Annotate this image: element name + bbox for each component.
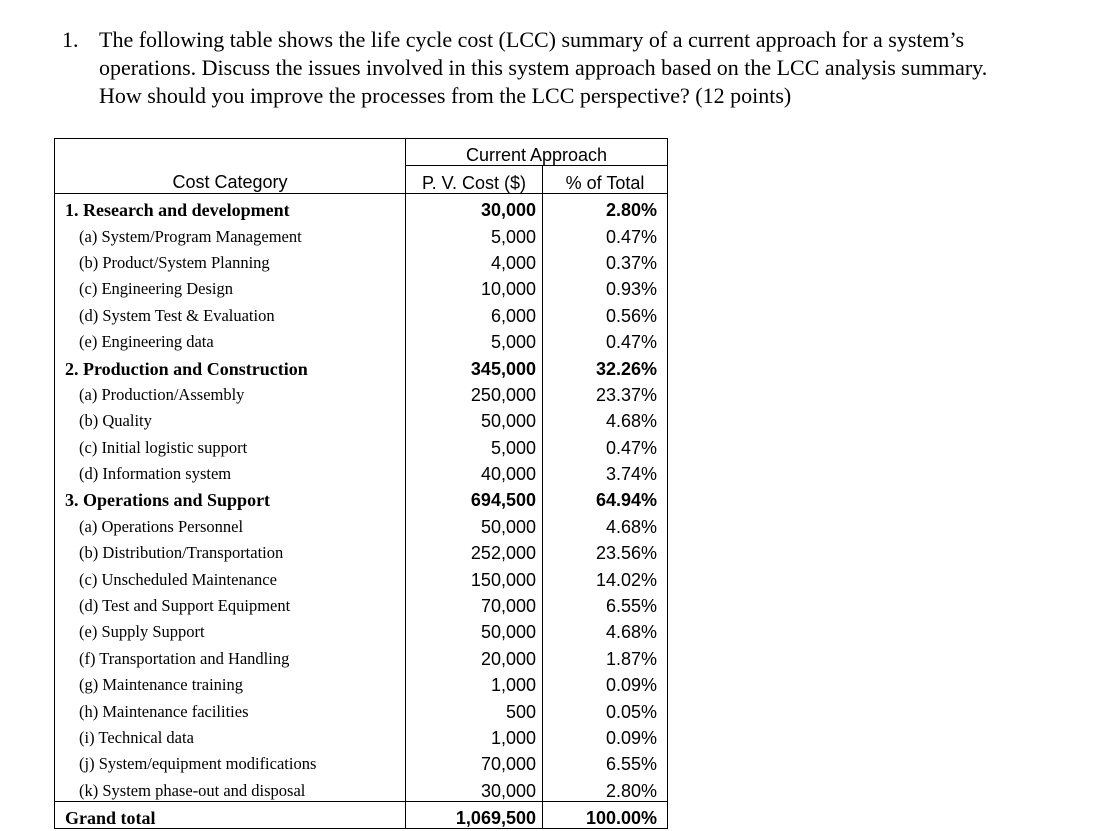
question-line: The following table shows the life cycle cost (LCC) summary of a current approach for a system’s: [99, 27, 965, 52]
pct-total-cell: 100.00%: [543, 801, 668, 828]
cost-category-cell: (b) Quality: [55, 405, 406, 431]
cost-category-cell: (c) Unscheduled Maintenance: [55, 563, 406, 589]
cost-category-cell: 2. Production and Construction: [55, 352, 406, 378]
question-line: How should you improve the processes from the LCC perspective? (12 points): [99, 83, 792, 108]
pct-total-cell: 23.56%: [543, 537, 668, 563]
cost-category-cell: (e) Supply Support: [55, 616, 406, 642]
pv-cost-cell: 30,000: [406, 774, 543, 801]
table-group-row: [55, 193, 668, 220]
pv-cost-cell: 50,000: [406, 405, 543, 431]
table-row: [55, 458, 668, 484]
pv-cost-cell: 5,000: [406, 220, 543, 246]
cost-category-cell: (a) System/Program Management: [55, 220, 406, 246]
cost-category-cell: (a) Production/Assembly: [55, 379, 406, 405]
question-line: operations. Discuss the issues involved in this system approach based on the LCC analysis summary.: [99, 55, 988, 80]
table-row: [55, 590, 668, 616]
pct-total-cell: 14.02%: [543, 563, 668, 589]
cost-category-cell: (c) Initial logistic support: [55, 431, 406, 457]
pv-cost-cell: 50,000: [406, 616, 543, 642]
table-row: [55, 537, 668, 563]
pv-cost-cell: 5,000: [406, 326, 543, 352]
cost-category-cell: (k) System phase-out and disposal: [55, 774, 406, 801]
table-row: [55, 563, 668, 589]
cost-category-cell: (j) System/equipment modifications: [55, 748, 406, 774]
cost-category-cell: (d) Test and Support Equipment: [55, 590, 406, 616]
pv-cost-cell: 50,000: [406, 510, 543, 536]
pct-total-cell: 0.47%: [543, 431, 668, 457]
pct-total-cell: 1.87%: [543, 642, 668, 668]
table-row: [55, 220, 668, 246]
pv-cost-cell: 40,000: [406, 458, 543, 484]
table-row: [55, 273, 668, 299]
pct-total-cell: 0.05%: [543, 695, 668, 721]
cost-category-cell: (f) Transportation and Handling: [55, 642, 406, 668]
table-row: [55, 722, 668, 748]
pct-total-cell: 6.55%: [543, 748, 668, 774]
cost-category-cell: (h) Maintenance facilities: [55, 695, 406, 721]
pct-total-cell: 0.09%: [543, 722, 668, 748]
pv-cost-cell: 345,000: [406, 352, 543, 378]
pv-cost-cell: 6,000: [406, 299, 543, 325]
table-row: [55, 510, 668, 536]
table-row: [55, 379, 668, 405]
pct-total-cell: 64.94%: [543, 484, 668, 510]
table-row: [55, 616, 668, 642]
pct-total-cell: 0.37%: [543, 247, 668, 273]
cost-category-cell: (c) Engineering Design: [55, 273, 406, 299]
table-row: [55, 431, 668, 457]
pct-total-cell: 32.26%: [543, 352, 668, 378]
cost-category-cell: (e) Engineering data: [55, 326, 406, 352]
cost-category-cell: (i) Technical data: [55, 722, 406, 748]
pct-total-cell: 2.80%: [543, 193, 668, 220]
lcc-summary-table: [54, 138, 668, 829]
cost-category-cell: (b) Distribution/Transportation: [55, 537, 406, 563]
cost-category-cell: (b) Product/System Planning: [55, 247, 406, 273]
pct-total-cell: 0.09%: [543, 669, 668, 695]
pct-total-cell: 4.68%: [543, 510, 668, 536]
header-cost-category: Cost Category: [172, 171, 288, 192]
header-cell-category: [55, 139, 406, 194]
pv-cost-cell: 1,000: [406, 722, 543, 748]
table-row: [55, 748, 668, 774]
header-pv-cost: P. V. Cost ($): [406, 166, 543, 193]
cost-category-cell: (d) Information system: [55, 458, 406, 484]
table-row: [55, 247, 668, 273]
pv-cost-cell: 20,000: [406, 642, 543, 668]
header-current-approach: Current Approach: [406, 139, 668, 166]
pv-cost-cell: 70,000: [406, 590, 543, 616]
pct-total-cell: 2.80%: [543, 774, 668, 801]
pv-cost-cell: 252,000: [406, 537, 543, 563]
pv-cost-cell: 4,000: [406, 247, 543, 273]
pv-cost-cell: 5,000: [406, 431, 543, 457]
pv-cost-cell: 30,000: [406, 193, 543, 220]
question-text: [99, 26, 1089, 110]
pct-total-cell: 23.37%: [543, 379, 668, 405]
table-header-row-1: [55, 139, 668, 166]
cost-category-cell: (d) System Test & Evaluation: [55, 299, 406, 325]
cost-category-cell: (a) Operations Personnel: [55, 510, 406, 536]
table-row: [55, 774, 668, 801]
pv-cost-cell: 694,500: [406, 484, 543, 510]
header-pct-total: % of Total: [543, 166, 668, 193]
question-number: 1.: [62, 27, 79, 52]
table-row: [55, 405, 668, 431]
pv-cost-cell: 150,000: [406, 563, 543, 589]
cost-category-cell: (g) Maintenance training: [55, 669, 406, 695]
table-row: [55, 299, 668, 325]
cost-category-cell: 3. Operations and Support: [55, 484, 406, 510]
table-group-row: [55, 484, 668, 510]
pct-total-cell: 4.68%: [543, 405, 668, 431]
table-row: [55, 326, 668, 352]
table-row: [55, 642, 668, 668]
pct-total-cell: 6.55%: [543, 590, 668, 616]
cost-category-cell: Grand total: [55, 801, 406, 828]
pv-cost-cell: 10,000: [406, 273, 543, 299]
table-row: [55, 695, 668, 721]
pv-cost-cell: 1,000: [406, 669, 543, 695]
pv-cost-cell: 70,000: [406, 748, 543, 774]
cost-category-cell: 1. Research and development: [55, 193, 406, 220]
table-row: [55, 669, 668, 695]
pct-total-cell: 0.47%: [543, 220, 668, 246]
pct-total-cell: 3.74%: [543, 458, 668, 484]
pct-total-cell: 0.47%: [543, 326, 668, 352]
pv-cost-cell: 500: [406, 695, 543, 721]
table-total-row: [55, 801, 668, 828]
table-group-row: [55, 352, 668, 378]
pv-cost-cell: 1,069,500: [406, 801, 543, 828]
pct-total-cell: 0.93%: [543, 273, 668, 299]
pct-total-cell: 4.68%: [543, 616, 668, 642]
pv-cost-cell: 250,000: [406, 379, 543, 405]
pct-total-cell: 0.56%: [543, 299, 668, 325]
